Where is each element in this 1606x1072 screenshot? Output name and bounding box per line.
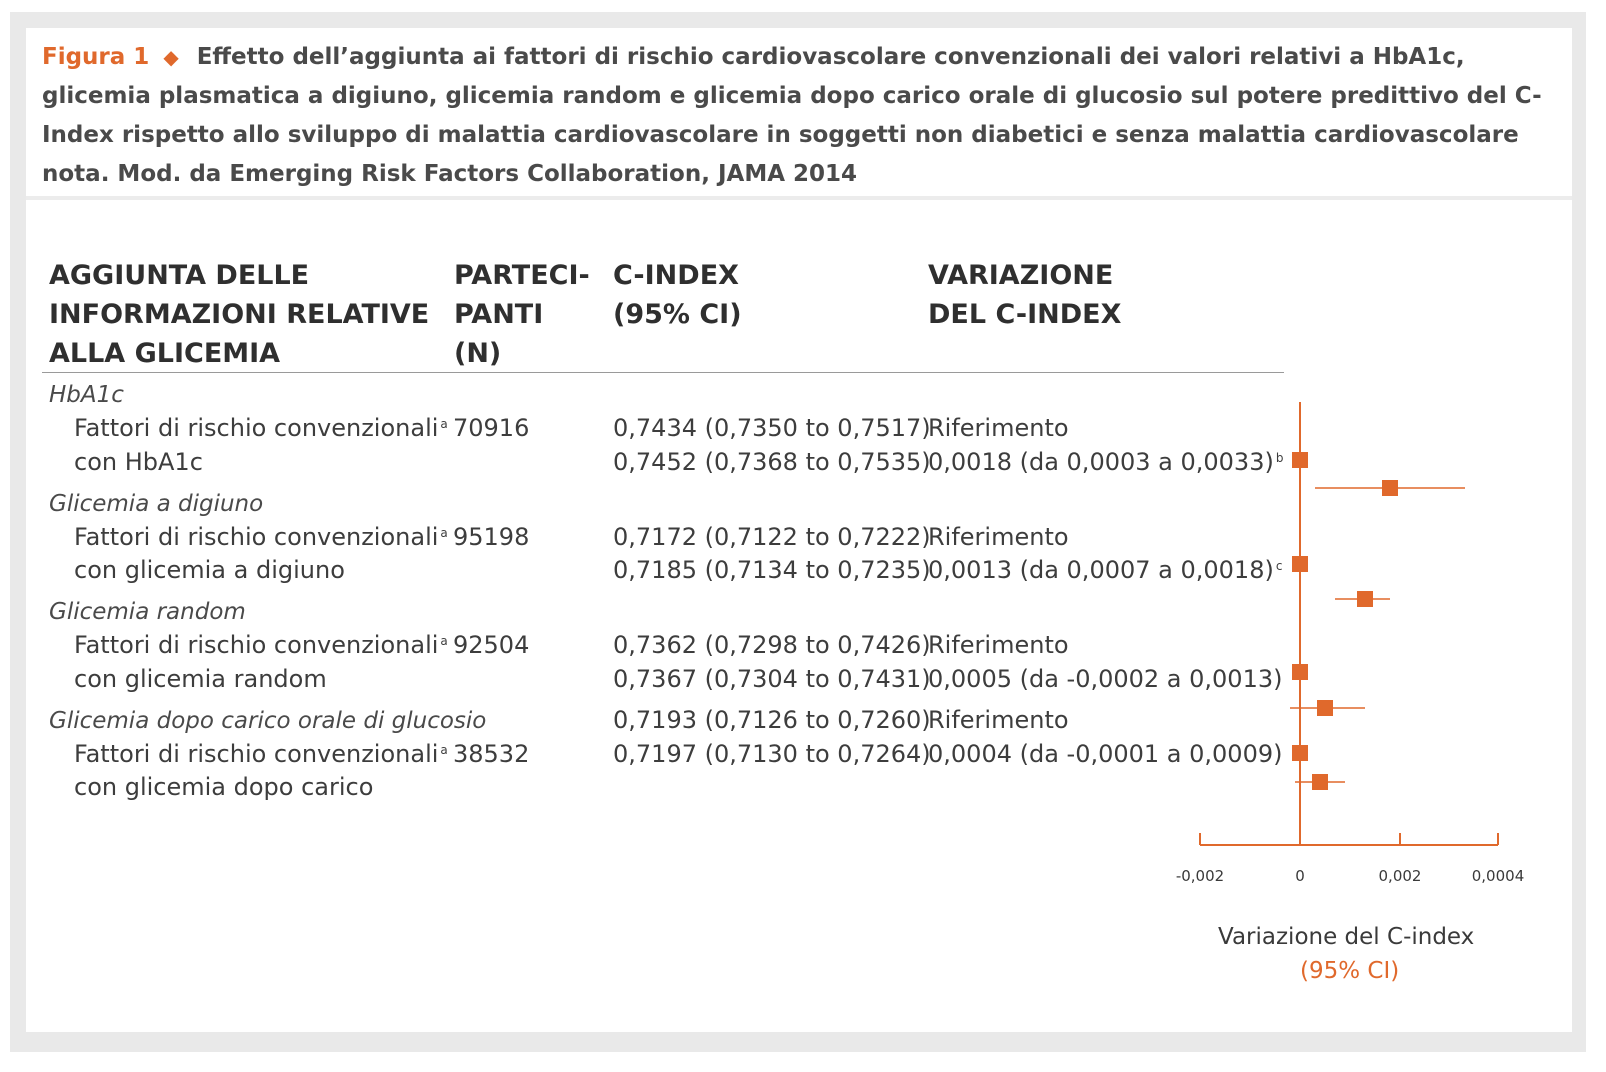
- header-glycemia-info: AGGIUNTA DELLE INFORMAZIONI RELATIVE ALLA GLICEMIA: [49, 260, 430, 369]
- variation-value: Riferimento: [928, 523, 1069, 551]
- point-marker: [1292, 452, 1308, 468]
- forest-plot-marks: [1176, 402, 1524, 885]
- c-index-value: 0,7434 (0,7350 to 0,7517): [613, 414, 931, 442]
- x-axis-title: Variazione del C-index: [1218, 924, 1475, 950]
- group-title-random: Glicemia random: [49, 599, 246, 625]
- variation-value: Riferimento: [928, 414, 1069, 442]
- participants-value: 95198: [453, 523, 530, 551]
- figure-label: Figura 1: [42, 44, 150, 70]
- variation-value: Riferimento: [928, 706, 1069, 734]
- row-label: con glicemia random: [74, 665, 327, 693]
- row-label: Fattori di rischio convenzionali $^a$: [74, 414, 448, 442]
- point-marker: [1317, 700, 1333, 716]
- point-marker: [1292, 556, 1308, 572]
- c-index-value: 0,7362 (0,7298 to 0,7426): [613, 631, 931, 659]
- x-tick-label: 0,002: [1378, 867, 1422, 885]
- x-tick-label: 0: [1295, 867, 1305, 885]
- point-marker: [1292, 745, 1308, 761]
- point-marker: [1382, 480, 1398, 496]
- caption-text: Effetto dell’aggiunta ai fattori di rischio cardiovascolare convenzionali dei valori relativi a HbA1c, glicemia plasmatica a digiuno, glicemia random e glicemia dopo carico orale di glucosio sul potere predittivo del C-Index rispetto allo sviluppo di malattia cardiovascolare in soggetti non diabetici e senza malattia cardiovascolare nota. Mod. da Emerging Risk Factors Collaboration, JAMA 2014: [42, 44, 1542, 187]
- participants-value: 92504: [453, 631, 530, 659]
- participants-value: 38532: [453, 740, 530, 768]
- c-index-value: 0,7367 (0,7304 to 0,7431): [613, 665, 931, 693]
- variation-value: 0,0018 (da 0,0003 a 0,0033) $^b$: [928, 448, 1284, 476]
- header-participants: PARTECI- PANTI (N): [454, 260, 590, 369]
- row-label: con glicemia dopo carico: [74, 773, 374, 801]
- row-label: Fattori di rischio convenzionali $^a$: [74, 523, 448, 551]
- variation-value: 0,0005 (da -0,0002 a 0,0013): [928, 665, 1283, 693]
- point-marker: [1312, 774, 1328, 790]
- x-tick-label: 0,0004: [1471, 867, 1525, 885]
- row-label: Fattori di rischio convenzionali $^a$: [74, 740, 448, 768]
- header-c-index: C-INDEX (95% CI): [613, 260, 742, 330]
- c-index-value: 0,7452 (0,7368 to 0,7535): [613, 448, 931, 476]
- c-index-value: 0,7172 (0,7122 to 0,7222): [613, 523, 931, 551]
- group-title-fasting: Glicemia a digiuno: [49, 491, 264, 517]
- diamond-icon: ◆: [163, 45, 179, 69]
- header-c-index-variation: VARIAZIONE DEL C-INDEX: [928, 260, 1122, 330]
- participants-value: 70916: [453, 414, 530, 442]
- group-title-ogtt: Glicemia dopo carico orale di glucosio: [49, 708, 487, 734]
- row-label: Fattori di rischio convenzionali $^a$: [74, 631, 448, 659]
- group-title-hba1c: HbA1c: [49, 382, 124, 408]
- x-axis-subtitle: (95% CI): [1300, 958, 1400, 984]
- point-marker: [1357, 591, 1373, 607]
- c-index-value: 0,7185 (0,7134 to 0,7235): [613, 556, 931, 584]
- c-index-value: 0,7197 (0,7130 to 0,7264): [613, 740, 931, 768]
- point-marker: [1292, 664, 1308, 680]
- x-tick-label: -0,002: [1175, 867, 1225, 885]
- c-index-value: 0,7193 (0,7126 to 0,7260): [613, 706, 931, 734]
- variation-value: Riferimento: [928, 631, 1069, 659]
- variation-value: 0,0004 (da -0,0001 a 0,0009): [928, 740, 1283, 768]
- row-label: con HbA1c: [74, 448, 203, 476]
- row-label: con glicemia a digiuno: [74, 556, 345, 584]
- variation-value: 0,0013 (da 0,0007 a 0,0018) $^c$: [928, 556, 1283, 584]
